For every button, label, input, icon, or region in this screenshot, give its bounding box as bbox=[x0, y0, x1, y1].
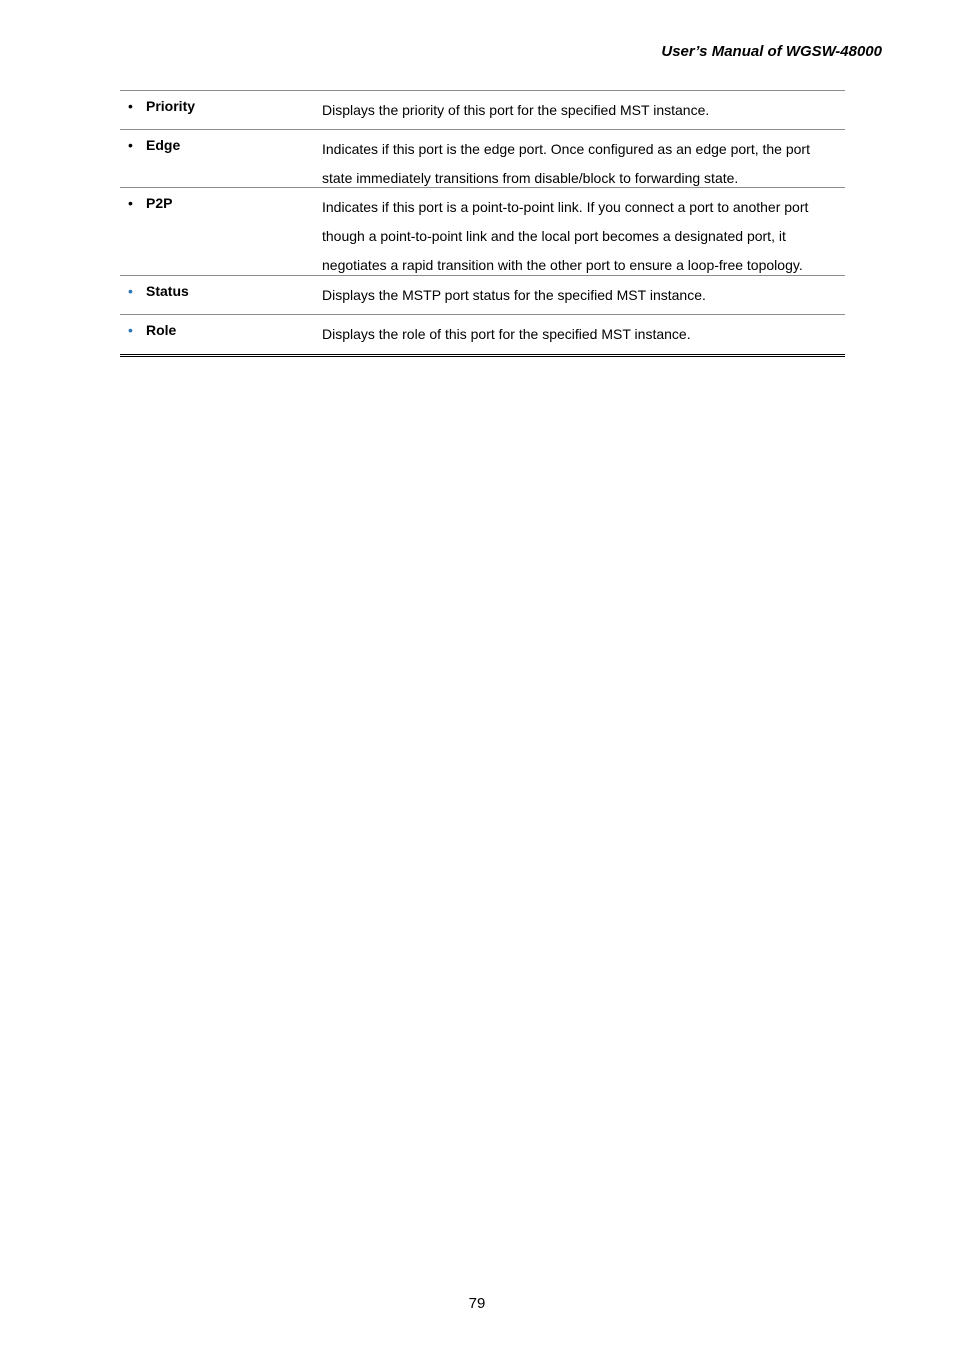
parameter-name: Priority bbox=[146, 98, 196, 114]
parameter-cell bbox=[120, 130, 322, 187]
parameter-cell bbox=[120, 188, 322, 275]
bullet-icon: • bbox=[128, 137, 133, 153]
bullet-icon: • bbox=[128, 283, 133, 299]
description-line: though a point-to-point link and the local port becomes a designated port, it bbox=[322, 228, 786, 244]
parameter-name: P2P bbox=[146, 195, 173, 211]
parameter-name: Edge bbox=[146, 137, 181, 153]
parameter-name: Role bbox=[146, 322, 177, 338]
description-cell bbox=[322, 91, 845, 129]
parameter-name: Status bbox=[146, 283, 189, 299]
description-line: state immediately transitions from disable/block to forwarding state. bbox=[322, 170, 739, 186]
description-line: Displays the role of this port for the specified MST instance. bbox=[322, 326, 691, 342]
bullet-icon: • bbox=[128, 98, 133, 114]
table-row-status bbox=[120, 276, 845, 315]
description-cell bbox=[322, 276, 845, 314]
bullet-icon: • bbox=[128, 195, 133, 211]
description-line: negotiates a rapid transition with the other port to ensure a loop-free topology. bbox=[322, 257, 803, 273]
table-row-role bbox=[120, 315, 845, 354]
description-cell bbox=[322, 130, 845, 187]
page-header-title: User’s Manual of WGSW-48000 bbox=[661, 43, 882, 60]
description-line: Displays the priority of this port for the specified MST instance. bbox=[322, 102, 710, 118]
description-line: Indicates if this port is a point-to-point link. If you connect a port to another port bbox=[322, 199, 809, 215]
parameter-table bbox=[120, 90, 845, 357]
description-cell bbox=[322, 188, 845, 275]
page-number: 79 bbox=[468, 1295, 486, 1312]
parameter-cell bbox=[120, 315, 322, 354]
table-row-edge bbox=[120, 130, 845, 188]
table-row-priority bbox=[120, 91, 845, 130]
table-row-p2p bbox=[120, 188, 845, 276]
description-line: Indicates if this port is the edge port. Once configured as an edge port, the port bbox=[322, 141, 810, 157]
parameter-cell bbox=[120, 91, 322, 129]
parameter-cell bbox=[120, 276, 322, 314]
description-cell bbox=[322, 315, 845, 354]
description-line: Displays the MSTP port status for the specified MST instance. bbox=[322, 287, 706, 303]
bullet-icon: • bbox=[128, 322, 133, 338]
